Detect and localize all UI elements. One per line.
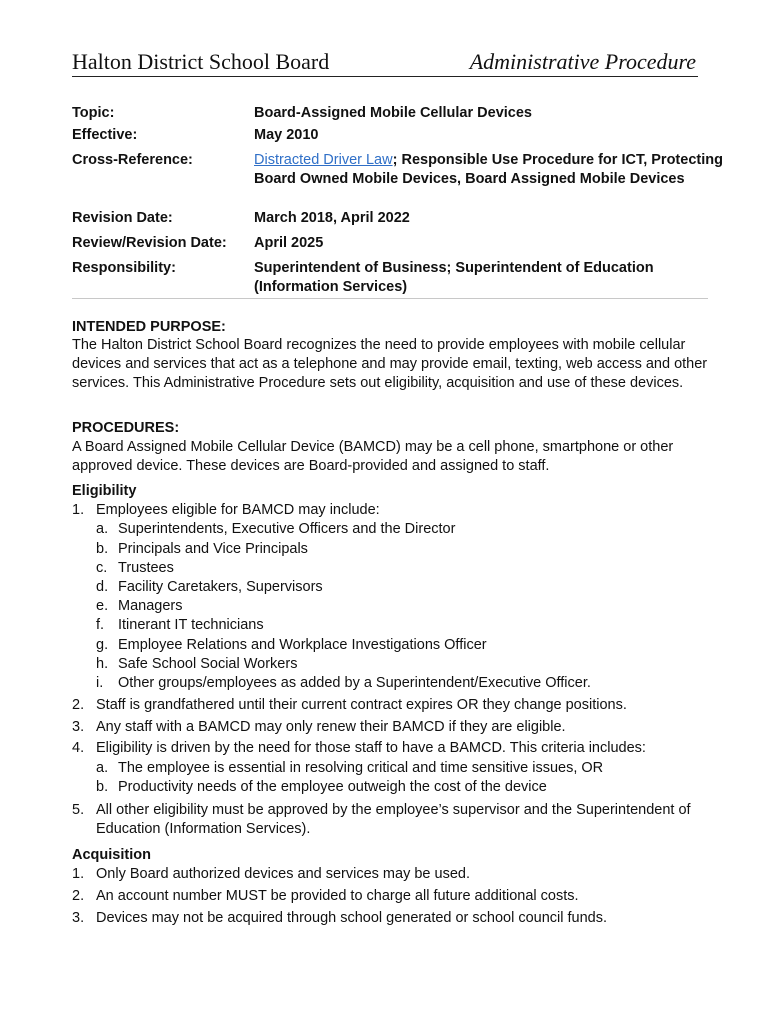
meta-value: Superintendent of Business; Superintendent of Education (Information Services) [254, 260, 654, 295]
sub-letter: a. [96, 521, 109, 537]
sub-letter: i. [96, 675, 104, 691]
meta-value [254, 151, 724, 189]
sub-text: Superintendents, Executive Officers and the Director [118, 521, 456, 537]
procedures-text: A Board Assigned Mobile Cellular Device (BAMCD) may be a cell phone, smartphone or other approved device. These devices are Board-provided and assigned to staff. [72, 439, 674, 474]
procedures-heading: PROCEDURES: [72, 420, 180, 436]
acquisition-heading: Acquisition [72, 847, 151, 863]
sub-text: Safe School Social Workers [118, 656, 298, 672]
intended-purpose-text: The Halton District School Board recognizes the need to provide employees with mobile cellular devices and services that act as a telephone and may provide email, texting, web access and other services. This Administrative Procedure sets out eligibility, acquisition and use of these devices. [72, 337, 708, 391]
sub-letter: b. [96, 541, 109, 557]
sub-text: Productivity needs of the employee outweigh the cost of the device [118, 779, 547, 795]
document-header [72, 48, 698, 77]
list-text: Staff is grandfathered until their current contract expires OR they change positions. [96, 697, 627, 713]
list-text: Only Board authorized devices and services may be used. [96, 866, 470, 882]
list-number: 2. [72, 888, 85, 904]
list-text: Employees eligible for BAMCD may include: [96, 502, 380, 518]
sub-text: Trustees [118, 560, 174, 576]
meta-value: May 2010 [254, 127, 319, 143]
list-number: 2. [72, 697, 85, 713]
meta-label: Effective: [72, 127, 138, 143]
meta-label: Responsibility: [72, 260, 176, 276]
link-separator: ; [392, 152, 398, 168]
meta-value: April 2025 [254, 235, 324, 251]
list-text: All other eligibility must be approved by the employee’s supervisor and the Superintendent of Education (Information Services). [96, 802, 691, 837]
sub-text: The employee is essential in resolving critical and time sensitive issues, OR [118, 760, 604, 776]
eligibility-heading: Eligibility [72, 483, 137, 499]
list-number: 3. [72, 719, 85, 735]
list-text: Devices may not be acquired through school generated or school council funds. [96, 910, 608, 926]
organization-name: Halton District School Board [72, 49, 330, 74]
section-divider [72, 298, 708, 299]
cross-reference-text: Responsible Use Procedure for ICT, Protecting Board Owned Mobile Devices, Board Assigned Mobile Devices [254, 152, 723, 187]
sub-letter: h. [96, 656, 109, 672]
sub-text: Facility Caretakers, Supervisors [118, 579, 323, 595]
list-text: Eligibility is driven by the need for those staff to have a BAMCD. This criteria includes: [96, 740, 646, 756]
list-number: 1. [72, 502, 85, 518]
list-number: 3. [72, 910, 85, 926]
list-text: An account number MUST be provided to charge all future additional costs. [96, 888, 579, 904]
distracted-driver-law-link[interactable]: Distracted Driver Law [254, 152, 393, 168]
list-number: 5. [72, 802, 85, 818]
meta-label: Review/Revision Date: [72, 235, 227, 251]
sub-letter: d. [96, 579, 109, 595]
sub-letter: g. [96, 637, 109, 653]
list-text: Any staff with a BAMCD may only renew their BAMCD if they are eligible. [96, 719, 566, 735]
list-number: 1. [72, 866, 85, 882]
sub-letter: a. [96, 760, 109, 776]
meta-label: Revision Date: [72, 210, 173, 226]
meta-value: March 2018, April 2022 [254, 210, 410, 226]
meta-value: Board-Assigned Mobile Cellular Devices [254, 105, 532, 121]
meta-label: Cross-Reference: [72, 152, 193, 168]
sub-text: Itinerant IT technicians [118, 617, 264, 633]
sub-text: Employee Relations and Workplace Investigations Officer [118, 637, 487, 653]
sub-letter: b. [96, 779, 109, 795]
intended-purpose-heading: INTENDED PURPOSE: [72, 319, 226, 335]
sub-text: Principals and Vice Principals [118, 541, 308, 557]
list-number: 4. [72, 740, 85, 756]
sub-letter: c. [96, 560, 108, 576]
sub-text: Other groups/employees as added by a Superintendent/Executive Officer. [118, 675, 591, 691]
sub-text: Managers [118, 598, 183, 614]
document-type: Administrative Procedure [469, 49, 696, 74]
sub-letter: f. [96, 617, 105, 633]
sub-letter: e. [96, 598, 109, 614]
meta-label: Topic: [72, 105, 115, 121]
